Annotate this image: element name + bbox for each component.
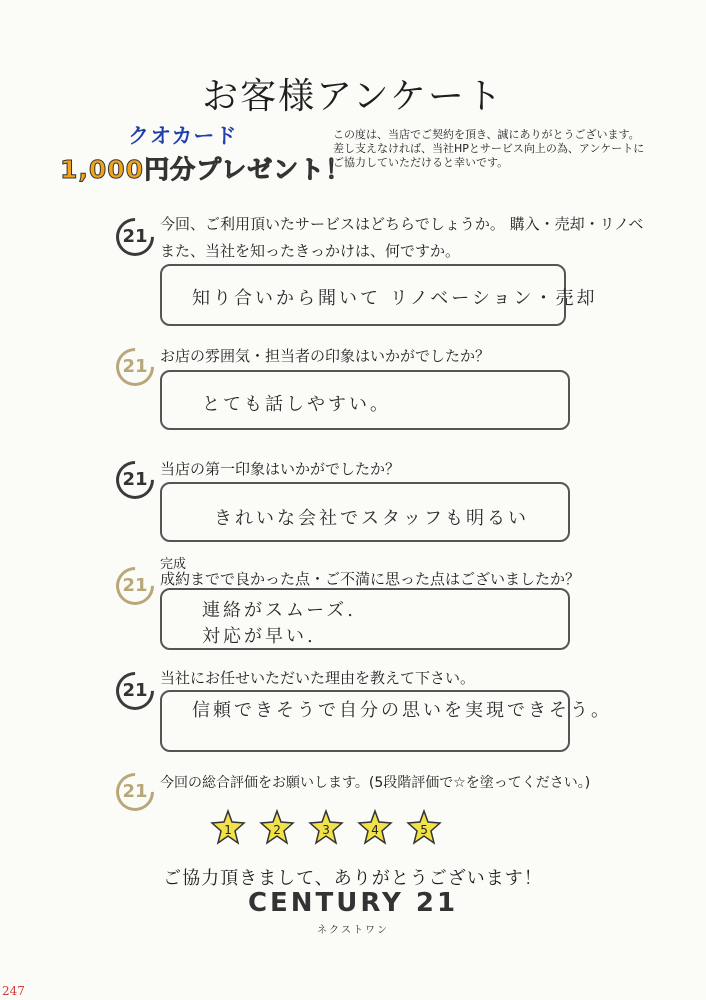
intro-line: 差し支えなければ、当社HPとサービス向上の為、アンケートに	[333, 142, 645, 155]
intro-line: この度は、当店でご契約を頂き、誠にありがとうございます。	[333, 128, 640, 141]
rating-stars	[208, 808, 448, 848]
promo-quo-card: クオカード	[128, 124, 238, 148]
answer-box-2[interactable]	[160, 370, 570, 430]
question-6: 今回の総合評価をお願いします。(5段階評価で☆を塗ってください。)	[160, 775, 591, 791]
question-4: 成約までで良かった点・ご不満に思った点はございましたか？	[160, 570, 581, 588]
star-2-icon[interactable]	[261, 811, 293, 843]
svg-text:4: 4	[371, 823, 379, 837]
svg-text:1: 1	[224, 823, 232, 837]
thanks-message: ご協力頂きまして、ありがとうございます！	[163, 868, 543, 889]
svg-text:5: 5	[420, 823, 428, 837]
question-1-line-1: 今回、ご利用頂いたサービスはどちらでしょうか。 購入・売却・リノベ	[160, 215, 644, 233]
brand-subtitle: ネクストワン	[317, 925, 389, 936]
promo-present: 1,000円分プレゼント！	[60, 155, 352, 184]
svg-text:2: 2	[273, 823, 281, 837]
question-5: 当社にお任せいただいた理由を教えて下さい。	[160, 669, 476, 687]
answer-box-5[interactable]	[160, 690, 612, 752]
question-1-line-2: また、当社を知ったきっかけは、何ですか。	[160, 242, 461, 260]
star-4-icon[interactable]	[359, 811, 391, 843]
question-2: お店の雰囲気・担当者の印象はいかがでしたか？	[160, 347, 491, 365]
page-title: お客様アンケート	[202, 76, 504, 117]
answer-2-text: とても話しやすい。	[202, 394, 391, 415]
star-5-icon[interactable]	[408, 811, 440, 843]
answer-box-1[interactable]	[160, 264, 598, 326]
brand-logo: CENTURY 21	[247, 888, 459, 918]
intro-text	[333, 128, 678, 170]
answer-3-text: きれいな会社でスタッフも明るい	[214, 508, 529, 529]
answer-box-3[interactable]	[160, 482, 570, 542]
answer-1-text: 知り合いから聞いて リノベーション・売却	[192, 288, 598, 309]
page-number: 247	[2, 984, 25, 998]
answer-5-text: 信頼できそうで自分の思いを実現できそう。	[192, 700, 612, 721]
question-4-note: 完成	[160, 557, 187, 572]
intro-line: ご協力していただけると幸いです。	[333, 156, 509, 169]
star-1-icon[interactable]	[212, 811, 244, 843]
answer-4-line-2: 対応が早い.	[202, 626, 316, 647]
question-3: 当店の第一印象はいかがでしたか？	[160, 460, 401, 478]
answer-box-4[interactable]	[160, 588, 570, 650]
star-3-icon[interactable]	[310, 811, 342, 843]
svg-text:3: 3	[322, 823, 330, 837]
answer-4-line-1: 連絡がスムーズ.	[202, 600, 356, 621]
